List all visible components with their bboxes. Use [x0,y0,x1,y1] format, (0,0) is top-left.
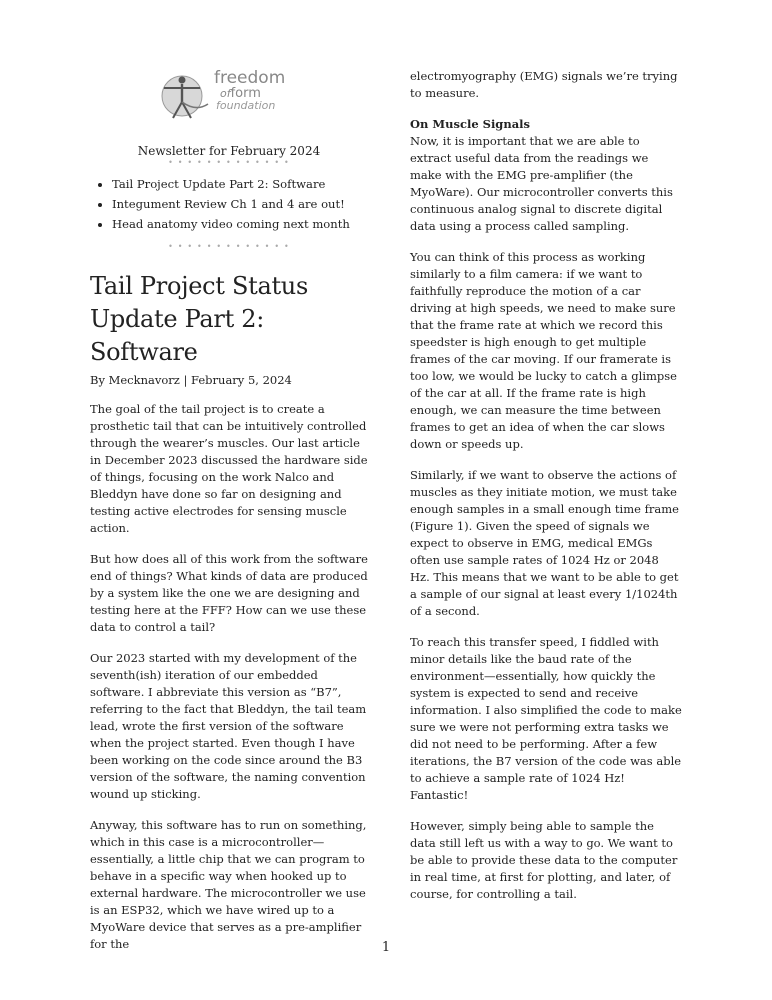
article-title-line1: Tail Project Status [90,272,308,300]
body-paragraph-continued: electromyography (EMG) signals we’re trying to measure. [410,69,678,100]
body-paragraph: Similarly, if we want to observe the actions of muscles as they initiate motion, we must take enough samples in a small enough time frame (Figure 1). Given the speed of signals we expect to observe in EMG, medical EMGs often use sample rates of 1024 Hz or 2048 Hz. This means that we want to be able to get a sample of our signal at least every 1/1024th of a second. [410,468,679,618]
logo-line-foundation: foundation [216,99,276,112]
right-column [410,68,682,917]
left-column [90,68,368,967]
page-number: 1 [381,940,391,955]
toc-item: • Integument Review Ch 1 and 4 are out! [112,194,368,214]
byline: By Mecknavorz | February 5, 2024 [90,373,292,387]
body-paragraph: But how does all of this work from the software end of things? What kinds of data are produced by a system like the one we are designing and testing here at the FFF? How can we use these data to control a tail? [90,552,368,634]
logo-line-freedom: freedom [214,68,286,88]
newsletter-title: Newsletter for February 2024 [137,144,321,158]
toc-item: • Head anatomy video coming next month [112,214,368,234]
logo-line-of-form: ofform [220,86,261,101]
toc-item: • Tail Project Update Part 2: Software [112,174,368,194]
body-paragraph: Now, it is important that we are able to extract useful data from the readings we make with the EMG pre-amplifier (the MyoWare). Our microcontroller converts this continuous analog signal to discrete digital data using a process called sampling. [410,134,673,233]
body-paragraph: Anyway, this software has to run on something, which in this case is a microcontroller—essentially, a little chip that we can program to behave in a specific way when hooked up to external hardware. The microcontroller we use is an ESP32, which we have wired up to a MyoWare device that serves as a pre-amplifier for the [90,818,367,951]
vitruvian-figure-icon [156,68,212,124]
foundation-logo [156,68,368,128]
logo-wordmark [214,70,285,111]
body-paragraph: However, simply being able to sample the data still left us with a way to go. We want to be able to provide these data to the computer in real time, at first for plotting, and later, of course, for controlling a tail. [410,819,678,901]
article-title-line2: Update Part 2: Software [90,305,265,366]
body-paragraph: Our 2023 started with my development of the seventh(ish) iteration of our embedded software. I abbreviate this version as “B7”, referring to the fact that Bleddyn, the tail team lead, wrote the first version of the software when the project started. Even though I have been working on the code since around the B3 version of the software, the naming convention wound up sticking. [90,651,367,801]
section-subheading: On Muscle Signals [410,117,531,131]
separator-bottom: • • • • • • • • • • • • • [168,242,290,251]
body-paragraph: You can think of this process as working similarly to a film camera: if we want to faithfully reproduce the motion of a car driving at high speeds, we need to make sure that the frame rate at which we record this speedster is high enough to get multiple frames of the car moving. If our framerate is too low, we would be lucky to catch a glimpse of the car at all. If the frame rate is high enough, we can measure the time between frames to get an idea of when the car slows down or speeds up. [410,250,677,451]
body-paragraph: To reach this transfer speed, I fiddled with minor details like the baud rate of the environment—essentially, how quickly the system is expected to send and receive information. I also simplified the code to make sure we were not performing extra tasks we did not need to be performing. After a few iterations, the B7 version of the code was able to achieve a sample rate of 1024 Hz! Fantastic! [410,635,682,802]
body-paragraph: The goal of the tail project is to create a prosthetic tail that can be intuitively controlled through the wearer’s muscles. Our last article in December 2023 discussed the hardware side of things, focusing on the work Nalco and Bleddyn have done so far on designing and testing active electrodes for sensing muscle action. [90,402,368,535]
article-title [90,270,368,369]
separator-top: • • • • • • • • • • • • • [168,158,290,167]
table-of-contents [90,174,368,234]
